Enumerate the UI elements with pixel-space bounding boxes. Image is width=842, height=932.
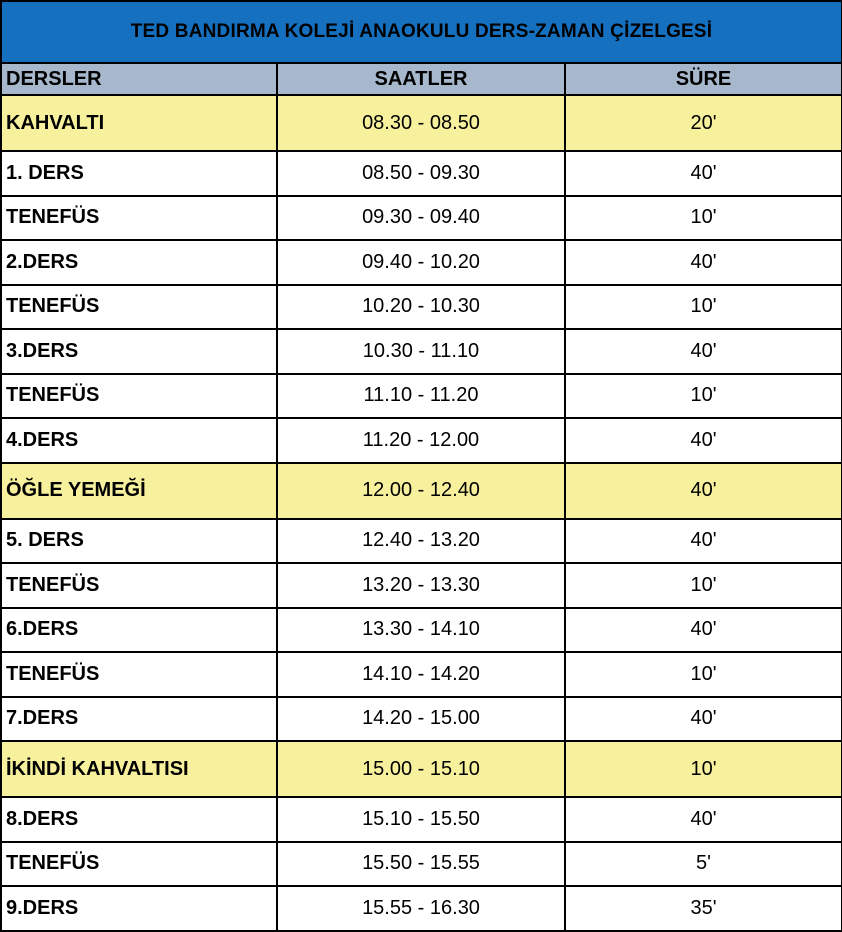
header-row xyxy=(1,63,842,95)
duration-cell: 10' xyxy=(565,563,842,608)
time-cell: 15.10 - 15.50 xyxy=(277,797,565,842)
time-cell: 08.30 - 08.50 xyxy=(277,95,565,151)
duration-cell: 10' xyxy=(565,741,842,797)
duration-cell: 20' xyxy=(565,95,842,151)
table-row xyxy=(1,329,842,374)
table-row xyxy=(1,196,842,241)
lesson-cell: 4.DERS xyxy=(1,418,277,463)
duration-cell: 10' xyxy=(565,285,842,330)
time-cell: 10.30 - 11.10 xyxy=(277,329,565,374)
lesson-cell: 9.DERS xyxy=(1,886,277,931)
time-cell: 13.30 - 14.10 xyxy=(277,608,565,653)
title-row xyxy=(1,1,842,63)
table-row xyxy=(1,563,842,608)
time-cell: 15.00 - 15.10 xyxy=(277,741,565,797)
duration-cell: 40' xyxy=(565,240,842,285)
meal-row xyxy=(1,741,842,797)
duration-cell: 40' xyxy=(565,797,842,842)
duration-cell: 40' xyxy=(565,519,842,564)
page-title: TED BANDIRMA KOLEJİ ANAOKULU DERS-ZAMAN ÇİZELGESİ xyxy=(1,1,842,63)
lesson-cell: TENEFÜS xyxy=(1,842,277,887)
lesson-cell: 6.DERS xyxy=(1,608,277,653)
table-row xyxy=(1,608,842,653)
meal-row xyxy=(1,95,842,151)
duration-cell: 40' xyxy=(565,418,842,463)
duration-cell: 40' xyxy=(565,697,842,742)
time-cell: 14.20 - 15.00 xyxy=(277,697,565,742)
lesson-cell: 7.DERS xyxy=(1,697,277,742)
lesson-cell: 3.DERS xyxy=(1,329,277,374)
lesson-cell: ÖĞLE YEMEĞİ xyxy=(1,463,277,519)
header-times: SAATLER xyxy=(277,63,565,95)
duration-cell: 5' xyxy=(565,842,842,887)
table-row xyxy=(1,374,842,419)
duration-cell: 40' xyxy=(565,151,842,196)
table-row xyxy=(1,151,842,196)
lesson-cell: TENEFÜS xyxy=(1,563,277,608)
duration-cell: 40' xyxy=(565,463,842,519)
lesson-cell: 5. DERS xyxy=(1,519,277,564)
duration-cell: 35' xyxy=(565,886,842,931)
time-cell: 14.10 - 14.20 xyxy=(277,652,565,697)
time-cell: 13.20 - 13.30 xyxy=(277,563,565,608)
lesson-cell: TENEFÜS xyxy=(1,374,277,419)
table-row xyxy=(1,886,842,931)
table-row xyxy=(1,652,842,697)
table-row xyxy=(1,285,842,330)
time-cell: 08.50 - 09.30 xyxy=(277,151,565,196)
time-cell: 15.55 - 16.30 xyxy=(277,886,565,931)
duration-cell: 10' xyxy=(565,652,842,697)
duration-cell: 10' xyxy=(565,196,842,241)
table-row xyxy=(1,842,842,887)
lesson-cell: İKİNDİ KAHVALTISI xyxy=(1,741,277,797)
header-duration: SÜRE xyxy=(565,63,842,95)
lesson-cell: TENEFÜS xyxy=(1,196,277,241)
table-row xyxy=(1,418,842,463)
time-cell: 11.20 - 12.00 xyxy=(277,418,565,463)
table-row xyxy=(1,797,842,842)
lesson-cell: 8.DERS xyxy=(1,797,277,842)
table-row xyxy=(1,519,842,564)
lesson-cell: KAHVALTI xyxy=(1,95,277,151)
lesson-cell: 1. DERS xyxy=(1,151,277,196)
time-cell: 12.00 - 12.40 xyxy=(277,463,565,519)
duration-cell: 10' xyxy=(565,374,842,419)
table-row xyxy=(1,240,842,285)
time-cell: 10.20 - 10.30 xyxy=(277,285,565,330)
time-cell: 09.40 - 10.20 xyxy=(277,240,565,285)
time-cell: 09.30 - 09.40 xyxy=(277,196,565,241)
meal-row xyxy=(1,463,842,519)
schedule-body xyxy=(1,1,842,931)
duration-cell: 40' xyxy=(565,329,842,374)
header-lessons: DERSLER xyxy=(1,63,277,95)
time-cell: 15.50 - 15.55 xyxy=(277,842,565,887)
lesson-cell: 2.DERS xyxy=(1,240,277,285)
lesson-cell: TENEFÜS xyxy=(1,285,277,330)
time-cell: 11.10 - 11.20 xyxy=(277,374,565,419)
duration-cell: 40' xyxy=(565,608,842,653)
table-row xyxy=(1,697,842,742)
lesson-cell: TENEFÜS xyxy=(1,652,277,697)
time-cell: 12.40 - 13.20 xyxy=(277,519,565,564)
